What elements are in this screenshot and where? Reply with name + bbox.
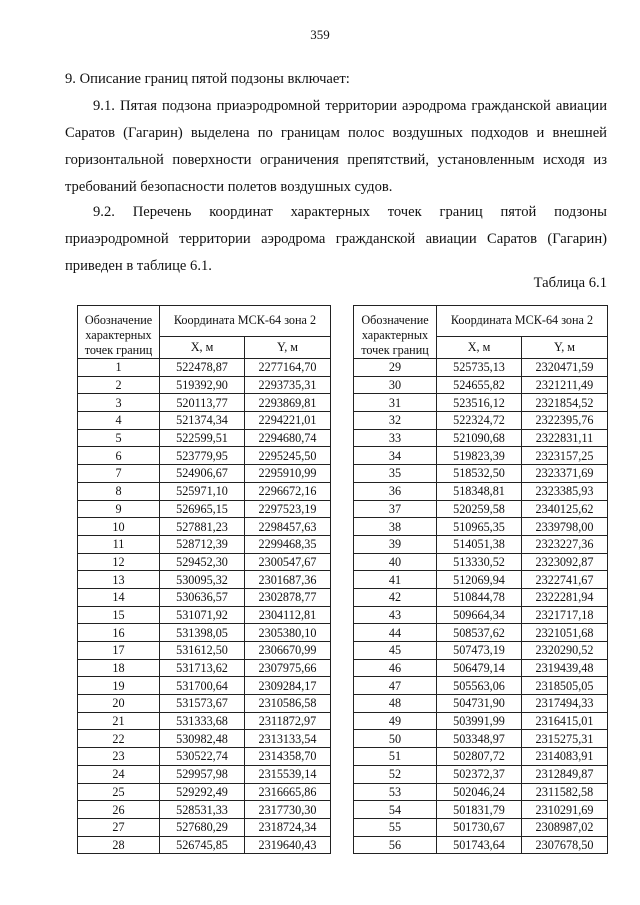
x-coordinate-cell: 531398,05 (160, 624, 245, 642)
table-row (354, 606, 608, 624)
table-row (354, 571, 608, 589)
y-coordinate-cell: 2294221,01 (245, 412, 331, 430)
x-coordinate-cell: 531573,67 (160, 695, 245, 713)
x-coordinate-cell: 513330,52 (437, 553, 522, 571)
point-id-cell: 47 (354, 677, 437, 695)
table-body-right (354, 359, 608, 854)
point-id-cell: 9 (78, 500, 160, 518)
y-coordinate-cell: 2307975,66 (245, 659, 331, 677)
x-coordinate-cell: 518532,50 (437, 465, 522, 483)
y-coordinate-cell: 2318505,05 (522, 677, 608, 695)
table-row (78, 642, 331, 660)
point-id-cell: 16 (78, 624, 160, 642)
table-row (78, 429, 331, 447)
table-row (354, 588, 608, 606)
point-id-cell: 7 (78, 465, 160, 483)
table-row (78, 571, 331, 589)
point-id-cell: 43 (354, 606, 437, 624)
coordinates-table-right (353, 305, 608, 854)
y-coordinate-cell: 2277164,70 (245, 359, 331, 377)
table-row (78, 765, 331, 783)
point-id-cell: 18 (78, 659, 160, 677)
y-coordinate-cell: 2293735,31 (245, 376, 331, 394)
y-coordinate-cell: 2323385,93 (522, 482, 608, 500)
table-row (354, 818, 608, 836)
x-coordinate-cell: 521374,34 (160, 412, 245, 430)
y-coordinate-cell: 2323157,25 (522, 447, 608, 465)
x-coordinate-cell: 531071,92 (160, 606, 245, 624)
y-coordinate-cell: 2313133,54 (245, 730, 331, 748)
point-id-cell: 28 (78, 836, 160, 854)
x-coordinate-cell: 508537,62 (437, 624, 522, 642)
table-row (354, 712, 608, 730)
header-coordinate-system: Координата МСК-64 зона 2 (160, 306, 331, 337)
table-row (354, 659, 608, 677)
table-row (78, 500, 331, 518)
table-row (354, 359, 608, 377)
x-coordinate-cell: 527881,23 (160, 518, 245, 536)
table-row (78, 712, 331, 730)
x-coordinate-cell: 505563,06 (437, 677, 522, 695)
x-coordinate-cell: 509664,34 (437, 606, 522, 624)
point-id-cell: 38 (354, 518, 437, 536)
y-coordinate-cell: 2314083,91 (522, 748, 608, 766)
point-id-cell: 25 (78, 783, 160, 801)
table-row (78, 482, 331, 500)
point-id-cell: 5 (78, 429, 160, 447)
point-id-cell: 39 (354, 535, 437, 553)
y-coordinate-cell: 2302878,77 (245, 588, 331, 606)
x-coordinate-cell: 501730,67 (437, 818, 522, 836)
table-row (354, 836, 608, 854)
header-x: X, м (437, 336, 522, 358)
page-number: 359 (310, 27, 330, 42)
point-id-cell: 27 (78, 818, 160, 836)
table-row (354, 429, 608, 447)
table-row (78, 783, 331, 801)
y-coordinate-cell: 2340125,62 (522, 500, 608, 518)
x-coordinate-cell: 526745,85 (160, 836, 245, 854)
table-row (354, 465, 608, 483)
header-point-id: Обозначение характерных точек границ (78, 306, 160, 359)
table-row (354, 677, 608, 695)
x-coordinate-cell: 526965,15 (160, 500, 245, 518)
x-coordinate-cell: 502807,72 (437, 748, 522, 766)
table-row (78, 730, 331, 748)
table-row (78, 588, 331, 606)
x-coordinate-cell: 530636,57 (160, 588, 245, 606)
y-coordinate-cell: 2320290,52 (522, 642, 608, 660)
point-id-cell: 44 (354, 624, 437, 642)
table-row (354, 412, 608, 430)
y-coordinate-cell: 2298457,63 (245, 518, 331, 536)
y-coordinate-cell: 2322395,76 (522, 412, 608, 430)
table-row (78, 447, 331, 465)
x-coordinate-cell: 528712,39 (160, 535, 245, 553)
table-caption: Таблица 6.1 (533, 275, 607, 291)
point-id-cell: 29 (354, 359, 437, 377)
y-coordinate-cell: 2315275,31 (522, 730, 608, 748)
y-coordinate-cell: 2308987,02 (522, 818, 608, 836)
header-y: Y, м (522, 336, 608, 358)
x-coordinate-cell: 524906,67 (160, 465, 245, 483)
table-row (78, 359, 331, 377)
point-id-cell: 54 (354, 801, 437, 819)
x-coordinate-cell: 519823,39 (437, 447, 522, 465)
x-coordinate-cell: 531713,62 (160, 659, 245, 677)
y-coordinate-cell: 2297523,19 (245, 500, 331, 518)
paragraph-9-1: 9.1. Пятая подзона приаэродромной территории аэродрома гражданской авиации Саратов (Гагарин) выделена по границам полос воздушных подходов и внешней горизонтальной поверхности ограничения препятствий, установленным исходя из требований безопасности полетов воздушных судов. (65, 98, 607, 195)
x-coordinate-cell: 507473,19 (437, 642, 522, 660)
x-coordinate-cell: 502372,37 (437, 765, 522, 783)
table-row (354, 518, 608, 536)
y-coordinate-cell: 2294680,74 (245, 429, 331, 447)
x-coordinate-cell: 522478,87 (160, 359, 245, 377)
point-id-cell: 2 (78, 376, 160, 394)
point-id-cell: 21 (78, 712, 160, 730)
x-coordinate-cell: 512069,94 (437, 571, 522, 589)
point-id-cell: 56 (354, 836, 437, 854)
point-id-cell: 53 (354, 783, 437, 801)
table-row (354, 447, 608, 465)
table-row (78, 836, 331, 854)
y-coordinate-cell: 2304112,81 (245, 606, 331, 624)
table-row (78, 677, 331, 695)
y-coordinate-cell: 2321854,52 (522, 394, 608, 412)
y-coordinate-cell: 2315539,14 (245, 765, 331, 783)
x-coordinate-cell: 523516,12 (437, 394, 522, 412)
point-id-cell: 8 (78, 482, 160, 500)
y-coordinate-cell: 2309284,17 (245, 677, 331, 695)
point-id-cell: 26 (78, 801, 160, 819)
y-coordinate-cell: 2322741,67 (522, 571, 608, 589)
x-coordinate-cell: 531700,64 (160, 677, 245, 695)
coordinates-table-left (77, 305, 331, 854)
x-coordinate-cell: 528531,33 (160, 801, 245, 819)
y-coordinate-cell: 2314358,70 (245, 748, 331, 766)
y-coordinate-cell: 2316665,86 (245, 783, 331, 801)
point-id-cell: 52 (354, 765, 437, 783)
table-row (78, 465, 331, 483)
point-id-cell: 46 (354, 659, 437, 677)
y-coordinate-cell: 2317730,30 (245, 801, 331, 819)
section-heading: 9. Описание границ пятой подзоны включает: (65, 71, 350, 87)
x-coordinate-cell: 506479,14 (437, 659, 522, 677)
x-coordinate-cell: 522599,51 (160, 429, 245, 447)
y-coordinate-cell: 2339798,00 (522, 518, 608, 536)
table-row (354, 553, 608, 571)
x-coordinate-cell: 529292,49 (160, 783, 245, 801)
x-coordinate-cell: 520113,77 (160, 394, 245, 412)
point-id-cell: 6 (78, 447, 160, 465)
table-row (78, 801, 331, 819)
table-row (354, 500, 608, 518)
paragraph-9-2: 9.2. Перечень координат характерных точек границ пятой подзоны приаэродромной территории аэродрома гражданской авиации Саратов (Гагарин) приведен в таблице 6.1. (65, 204, 607, 274)
x-coordinate-cell: 521090,68 (437, 429, 522, 447)
header-x: X, м (160, 336, 245, 358)
point-id-cell: 23 (78, 748, 160, 766)
x-coordinate-cell: 531333,68 (160, 712, 245, 730)
point-id-cell: 30 (354, 376, 437, 394)
point-id-cell: 36 (354, 482, 437, 500)
x-coordinate-cell: 510844,78 (437, 588, 522, 606)
point-id-cell: 32 (354, 412, 437, 430)
table-row (78, 518, 331, 536)
table-row (78, 695, 331, 713)
point-id-cell: 35 (354, 465, 437, 483)
table-row (78, 606, 331, 624)
x-coordinate-cell: 520259,58 (437, 500, 522, 518)
point-id-cell: 1 (78, 359, 160, 377)
table-row (78, 535, 331, 553)
x-coordinate-cell: 510965,35 (437, 518, 522, 536)
point-id-cell: 17 (78, 642, 160, 660)
y-coordinate-cell: 2318724,34 (245, 818, 331, 836)
y-coordinate-cell: 2321051,68 (522, 624, 608, 642)
table-row (78, 394, 331, 412)
x-coordinate-cell: 530095,32 (160, 571, 245, 589)
y-coordinate-cell: 2301687,36 (245, 571, 331, 589)
y-coordinate-cell: 2295910,99 (245, 465, 331, 483)
point-id-cell: 4 (78, 412, 160, 430)
x-coordinate-cell: 518348,81 (437, 482, 522, 500)
x-coordinate-cell: 524655,82 (437, 376, 522, 394)
x-coordinate-cell: 525971,10 (160, 482, 245, 500)
table-row (78, 818, 331, 836)
table-row (354, 801, 608, 819)
y-coordinate-cell: 2312849,87 (522, 765, 608, 783)
point-id-cell: 14 (78, 588, 160, 606)
point-id-cell: 55 (354, 818, 437, 836)
table-row (78, 624, 331, 642)
y-coordinate-cell: 2305380,10 (245, 624, 331, 642)
y-coordinate-cell: 2307678,50 (522, 836, 608, 854)
point-id-cell: 49 (354, 712, 437, 730)
x-coordinate-cell: 504731,90 (437, 695, 522, 713)
y-coordinate-cell: 2311582,58 (522, 783, 608, 801)
x-coordinate-cell: 530522,74 (160, 748, 245, 766)
table-row (354, 376, 608, 394)
point-id-cell: 42 (354, 588, 437, 606)
point-id-cell: 41 (354, 571, 437, 589)
x-coordinate-cell: 522324,72 (437, 412, 522, 430)
y-coordinate-cell: 2321717,18 (522, 606, 608, 624)
table-body-left (78, 359, 331, 854)
point-id-cell: 15 (78, 606, 160, 624)
point-id-cell: 12 (78, 553, 160, 571)
table-row (354, 535, 608, 553)
point-id-cell: 34 (354, 447, 437, 465)
point-id-cell: 20 (78, 695, 160, 713)
header-coordinate-system: Координата МСК-64 зона 2 (437, 306, 608, 337)
y-coordinate-cell: 2320471,59 (522, 359, 608, 377)
y-coordinate-cell: 2323371,69 (522, 465, 608, 483)
y-coordinate-cell: 2322831,11 (522, 429, 608, 447)
x-coordinate-cell: 519392,90 (160, 376, 245, 394)
y-coordinate-cell: 2310586,58 (245, 695, 331, 713)
y-coordinate-cell: 2323092,87 (522, 553, 608, 571)
point-id-cell: 31 (354, 394, 437, 412)
x-coordinate-cell: 527680,29 (160, 818, 245, 836)
table-row (354, 642, 608, 660)
point-id-cell: 48 (354, 695, 437, 713)
y-coordinate-cell: 2300547,67 (245, 553, 331, 571)
table-row (354, 730, 608, 748)
point-id-cell: 33 (354, 429, 437, 447)
point-id-cell: 37 (354, 500, 437, 518)
point-id-cell: 10 (78, 518, 160, 536)
table-row (78, 376, 331, 394)
point-id-cell: 50 (354, 730, 437, 748)
y-coordinate-cell: 2310291,69 (522, 801, 608, 819)
y-coordinate-cell: 2317494,33 (522, 695, 608, 713)
x-coordinate-cell: 523779,95 (160, 447, 245, 465)
y-coordinate-cell: 2306670,99 (245, 642, 331, 660)
x-coordinate-cell: 514051,38 (437, 535, 522, 553)
table-row (354, 482, 608, 500)
table-row (78, 412, 331, 430)
table-row (354, 624, 608, 642)
x-coordinate-cell: 503991,99 (437, 712, 522, 730)
table-row (354, 695, 608, 713)
point-id-cell: 40 (354, 553, 437, 571)
point-id-cell: 11 (78, 535, 160, 553)
x-coordinate-cell: 531612,50 (160, 642, 245, 660)
y-coordinate-cell: 2296672,16 (245, 482, 331, 500)
x-coordinate-cell: 529957,98 (160, 765, 245, 783)
x-coordinate-cell: 503348,97 (437, 730, 522, 748)
y-coordinate-cell: 2311872,97 (245, 712, 331, 730)
header-y: Y, м (245, 336, 331, 358)
y-coordinate-cell: 2322281,94 (522, 588, 608, 606)
x-coordinate-cell: 501831,79 (437, 801, 522, 819)
x-coordinate-cell: 529452,30 (160, 553, 245, 571)
point-id-cell: 13 (78, 571, 160, 589)
y-coordinate-cell: 2323227,36 (522, 535, 608, 553)
x-coordinate-cell: 501743,64 (437, 836, 522, 854)
point-id-cell: 45 (354, 642, 437, 660)
y-coordinate-cell: 2299468,35 (245, 535, 331, 553)
table-row (78, 553, 331, 571)
point-id-cell: 22 (78, 730, 160, 748)
point-id-cell: 51 (354, 748, 437, 766)
table-row (354, 765, 608, 783)
x-coordinate-cell: 525735,13 (437, 359, 522, 377)
table-row (354, 394, 608, 412)
header-point-id: Обозначение характерных точек границ (354, 306, 437, 359)
x-coordinate-cell: 502046,24 (437, 783, 522, 801)
table-row (78, 748, 331, 766)
y-coordinate-cell: 2319439,48 (522, 659, 608, 677)
x-coordinate-cell: 530982,48 (160, 730, 245, 748)
table-row (78, 659, 331, 677)
y-coordinate-cell: 2319640,43 (245, 836, 331, 854)
y-coordinate-cell: 2293869,81 (245, 394, 331, 412)
y-coordinate-cell: 2316415,01 (522, 712, 608, 730)
point-id-cell: 24 (78, 765, 160, 783)
table-row (354, 748, 608, 766)
point-id-cell: 19 (78, 677, 160, 695)
point-id-cell: 3 (78, 394, 160, 412)
y-coordinate-cell: 2321211,49 (522, 376, 608, 394)
table-row (354, 783, 608, 801)
y-coordinate-cell: 2295245,50 (245, 447, 331, 465)
